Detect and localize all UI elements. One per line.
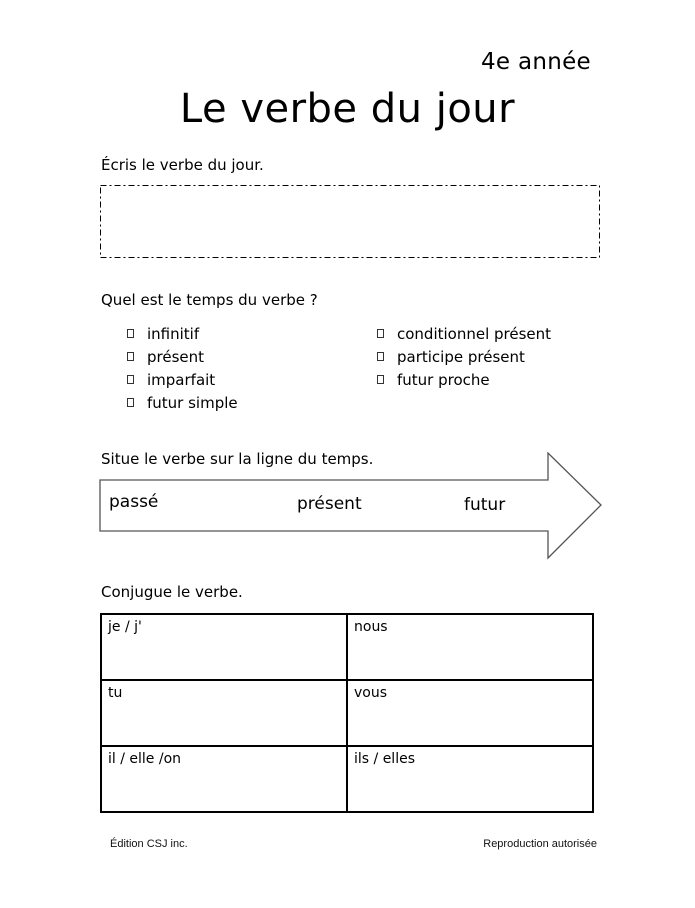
tense-options-left — [127, 322, 238, 414]
dashed-border — [100, 185, 600, 258]
checkbox-icon[interactable] — [127, 375, 134, 384]
checkbox-icon[interactable] — [127, 398, 134, 407]
conjugation-cell[interactable] — [101, 746, 347, 812]
tense-option[interactable] — [377, 368, 551, 391]
write-prompt: Écris le verbe du jour. — [101, 156, 264, 174]
tense-option[interactable] — [127, 391, 238, 414]
conjugation-table — [100, 613, 594, 813]
timeline-prompt: Situe le verbe sur la ligne du temps. — [101, 450, 374, 468]
option-label: participe présent — [397, 347, 525, 366]
checkbox-icon[interactable] — [377, 329, 384, 338]
tense-option[interactable] — [127, 322, 238, 345]
verb-answer-box[interactable] — [100, 185, 600, 258]
page-title: Le verbe du jour — [179, 86, 516, 132]
conjugate-prompt: Conjugue le verbe. — [101, 583, 243, 601]
tense-option[interactable] — [377, 345, 551, 368]
tense-option[interactable] — [377, 322, 551, 345]
conjugation-cell[interactable] — [101, 614, 347, 680]
pronoun-label: tu — [108, 685, 123, 701]
option-label: futur simple — [147, 393, 238, 412]
option-label: présent — [147, 347, 205, 366]
tense-prompt: Quel est le temps du verbe ? — [101, 291, 318, 309]
checkbox-icon[interactable] — [127, 329, 134, 338]
footer-publisher: Édition CSJ inc. — [110, 838, 188, 850]
timeline-future: futur — [464, 495, 506, 515]
tense-options-right — [377, 322, 551, 391]
timeline-past: passé — [109, 492, 159, 512]
option-label: infinitif — [147, 324, 200, 343]
table-row — [101, 614, 593, 680]
footer-rights: Reproduction autorisée — [483, 838, 597, 850]
conjugation-cell[interactable] — [347, 746, 593, 812]
pronoun-label: vous — [354, 685, 388, 701]
option-label: imparfait — [147, 370, 216, 389]
checkbox-icon[interactable] — [127, 352, 134, 361]
grade-label: 4e année — [480, 49, 591, 75]
timeline-present: présent — [297, 494, 362, 514]
tense-option[interactable] — [127, 368, 238, 391]
conjugation-cell[interactable] — [347, 614, 593, 680]
pronoun-label: nous — [354, 619, 388, 635]
pronoun-label: je / j' — [108, 619, 142, 635]
checkbox-icon[interactable] — [377, 352, 384, 361]
option-label: futur proche — [397, 370, 490, 389]
checkbox-icon[interactable] — [377, 375, 384, 384]
pronoun-label: il / elle /on — [108, 751, 182, 767]
table-row — [101, 746, 593, 812]
tense-option[interactable] — [127, 345, 238, 368]
conjugation-cell[interactable] — [101, 680, 347, 746]
option-label: conditionnel présent — [397, 324, 552, 343]
conjugation-cell[interactable] — [347, 680, 593, 746]
table-row — [101, 680, 593, 746]
pronoun-label: ils / elles — [354, 751, 415, 767]
